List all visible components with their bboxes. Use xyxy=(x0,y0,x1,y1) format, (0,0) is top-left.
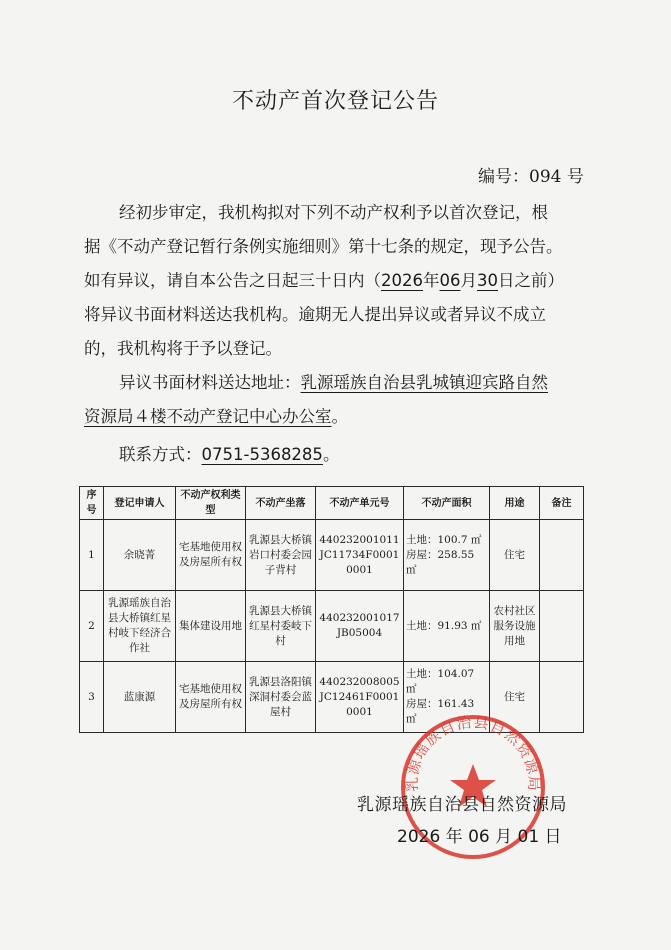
location-cell: 乳源县大桥镇岩口村委会园子背村 xyxy=(246,520,316,591)
contact-phone: 0751-5368285 xyxy=(201,445,323,464)
address-value-line2: 资源局４楼不动产登记中心办公室 xyxy=(84,407,332,426)
deadline-month: 06 xyxy=(439,271,461,290)
registration-table xyxy=(79,486,584,733)
deadline-line xyxy=(84,264,614,298)
main-paragraph xyxy=(84,196,614,366)
paragraph-line: 将异议书面材料送达我机构。逾期无人提出异议或者异议不成立 xyxy=(84,305,546,324)
seal-text: 乳源瑶族自治县自然资源局 xyxy=(402,713,544,792)
right-type-cell: 宅基地使用权及房屋所有权 xyxy=(176,520,246,591)
column-header: 用途 xyxy=(490,487,540,520)
land-area: 土地：91.93 ㎡ xyxy=(406,619,482,632)
unit-number-cell: 440232008005JC12461F00010001 xyxy=(316,662,404,733)
deadline-year: 2026 xyxy=(381,271,423,290)
issuing-agency: 乳源瑶族自治县自然资源局 xyxy=(357,795,567,815)
row-number: 1 xyxy=(80,520,104,591)
use-cell: 农村社区服务设施用地 xyxy=(490,591,540,662)
paragraph-line: 经初步审定，我机构拟对下列不动产权利予以首次登记，根 xyxy=(119,203,548,222)
note-cell xyxy=(540,591,584,662)
applicant-cell: 余晓菁 xyxy=(104,520,176,591)
contact-label: 联系方式： xyxy=(119,445,202,464)
deadline-prefix: 如有异议，请自本公告之日起三十日内（ xyxy=(84,271,381,290)
column-header: 不动产权利类型 xyxy=(176,487,246,520)
contact-end: 。 xyxy=(322,445,340,464)
column-header: 登记申请人 xyxy=(104,487,176,520)
land-area: 土地：100.7 ㎡ xyxy=(406,533,482,546)
address-label: 异议书面材料送达地址： xyxy=(119,373,301,392)
area-cell xyxy=(404,520,490,591)
unit-number-cell: 440232001011JC11734F00010001 xyxy=(316,520,404,591)
document-number: 编号：094 号 xyxy=(478,167,584,187)
issue-date: 2026 年 06 月 01 日 xyxy=(397,827,562,847)
applicant-cell: 乳源瑶族自治县大桥镇红星村岐下经济合作社 xyxy=(104,591,176,662)
deadline-year-unit: 年 xyxy=(423,271,440,290)
area-cell xyxy=(404,591,490,662)
location-cell: 乳源县大桥镇红星村委岐下村 xyxy=(246,591,316,662)
use-cell: 住宅 xyxy=(490,520,540,591)
use-cell: 住宅 xyxy=(490,662,540,733)
paragraph-line: 的，我机构将于予以登记。 xyxy=(84,339,282,358)
building-area: 房屋：258.55 ㎡ xyxy=(406,548,475,576)
row-number: 3 xyxy=(80,662,104,733)
address-end: 。 xyxy=(331,407,348,426)
note-cell xyxy=(540,520,584,591)
column-header: 不动产单元号 xyxy=(316,487,404,520)
column-header: 备注 xyxy=(540,487,584,520)
contact-paragraph xyxy=(84,438,649,472)
table-row xyxy=(80,520,584,591)
deadline-day: 30 xyxy=(477,271,498,290)
column-header: 不动产面积 xyxy=(404,487,490,520)
deadline-month-unit: 月 xyxy=(460,271,477,290)
building-area: 房屋：161.43 ㎡ xyxy=(406,698,475,725)
applicant-cell: 蓝康源 xyxy=(104,662,176,733)
right-type-cell: 宅基地使用权及房屋所有权 xyxy=(176,662,246,733)
table-row xyxy=(80,591,584,662)
table-header-row xyxy=(80,487,584,520)
location-cell: 乳源县洛阳镇深洞村委会蓝屋村 xyxy=(246,662,316,733)
page-title: 不动产首次登记公告 xyxy=(231,89,439,114)
deadline-suffix: 日之前） xyxy=(498,271,564,290)
column-header: 不动产坐落 xyxy=(246,487,316,520)
row-number: 2 xyxy=(80,591,104,662)
address-paragraph xyxy=(84,366,614,434)
land-area: 土地：104.07 ㎡ xyxy=(406,668,475,695)
right-type-cell: 集体建设用地 xyxy=(176,591,246,662)
paragraph-line: 据《不动产登记暂行条例实施细则》第十七条的规定，现予公告。 xyxy=(84,237,563,256)
column-header: 序号 xyxy=(80,487,104,520)
unit-number-cell: 440232001017JB05004 xyxy=(316,591,404,662)
address-value-line1: 乳源瑶族自治县乳城镇迎宾路自然 xyxy=(300,373,548,392)
